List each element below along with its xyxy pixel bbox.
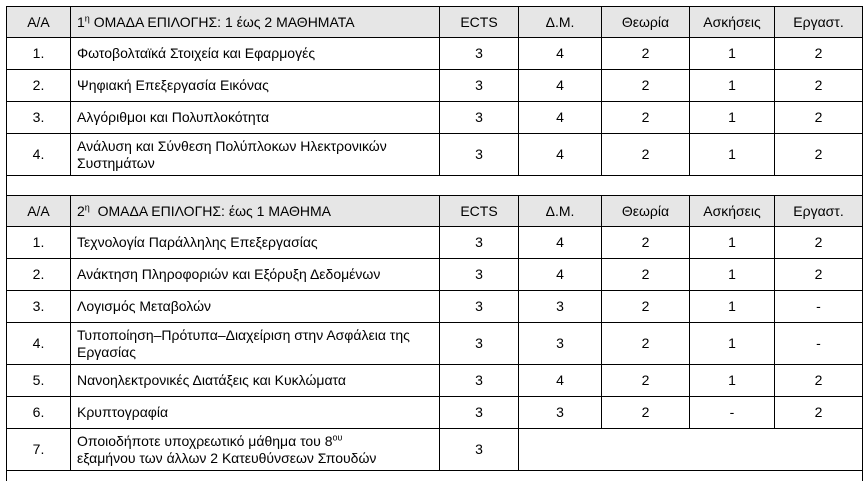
ects-value: 3 [440, 227, 519, 259]
course-name-line2: εξαμήνου των άλλων 2 Κατευθύνσεων Σπουδών [77, 449, 377, 466]
table-row [7, 102, 863, 134]
course-name: Ανάλυση και Σύνθεση Πολύπλοκων Ηλεκτρονικών Συστημάτων [71, 134, 440, 176]
col-header-ergast: Εργαστ. [775, 7, 863, 38]
askiseis-value: 1 [690, 259, 775, 291]
askiseis-value: 1 [690, 134, 775, 176]
ects-value: 3 [440, 102, 519, 134]
col-header-theoria: Θεωρία [602, 7, 690, 38]
table-row [7, 227, 863, 259]
course-name: Τεχνολογία Παράλληλης Επεξεργασίας [71, 227, 440, 259]
ergast-value: 2 [775, 134, 863, 176]
row-number: 4. [7, 134, 71, 176]
group-title-text: ΟΜΑΔΑ ΕΠΙΛΟΓΗΣ: 1 έως 2 ΜΑΘΗΜΑΤΑ [89, 13, 355, 30]
table-row [7, 291, 863, 323]
askiseis-value: 1 [690, 227, 775, 259]
dm-value: 4 [519, 259, 602, 291]
row-number: 3. [7, 291, 71, 323]
group-ordinal: 2 [77, 202, 85, 219]
theoria-value: 2 [602, 227, 690, 259]
dm-value: 4 [519, 227, 602, 259]
dm-value: 3 [519, 291, 602, 323]
col-header-theoria: Θεωρία [602, 196, 690, 227]
group1-header-row [7, 7, 863, 38]
ergast-value: - [775, 291, 863, 323]
dm-value: 3 [519, 397, 602, 429]
cut-off-row-cell [7, 471, 863, 482]
course-name: Αλγόριθμοι και Πολυπλοκότητα [71, 102, 440, 134]
ergast-value: 2 [775, 70, 863, 102]
group-title [71, 196, 440, 227]
dm-value: 4 [519, 38, 602, 70]
theoria-value: 2 [602, 291, 690, 323]
ects-value: 3 [440, 429, 519, 471]
group-title [71, 7, 440, 38]
row-number: 2. [7, 70, 71, 102]
askiseis-value: 1 [690, 102, 775, 134]
row-number: 5. [7, 365, 71, 397]
ordinal-suffix: ου [332, 431, 343, 442]
table-row [7, 259, 863, 291]
askiseis-value: 1 [690, 365, 775, 397]
askiseis-value: - [690, 397, 775, 429]
row-number: 3. [7, 102, 71, 134]
table-row [7, 397, 863, 429]
course-name: Ψηφιακή Επεξεργασία Εικόνας [71, 70, 440, 102]
table-row [7, 38, 863, 70]
row-number: 1. [7, 227, 71, 259]
ergast-value: 2 [775, 365, 863, 397]
course-name-line1: Οποιοδήποτε υποχρεωτικό μάθημα του 8 [77, 432, 333, 449]
course-name: Λογισμός Μεταβολών [71, 291, 440, 323]
ects-value: 3 [440, 323, 519, 365]
table-row [7, 70, 863, 102]
row-number: 4. [7, 323, 71, 365]
theoria-value: 2 [602, 134, 690, 176]
ergast-value: 2 [775, 227, 863, 259]
group-ordinal-suffix: η [84, 12, 90, 23]
cut-off-row [7, 471, 863, 482]
dm-value: 4 [519, 70, 602, 102]
col-header-aa: Α/Α [7, 196, 71, 227]
course-name [71, 429, 440, 471]
theoria-value: 2 [602, 102, 690, 134]
ergast-value: 2 [775, 259, 863, 291]
col-header-ects: ECTS [440, 7, 519, 38]
group-separator-row [7, 176, 863, 196]
theoria-value: 2 [602, 38, 690, 70]
course-name: Τυποποίηση–Πρότυπα–Διαχείριση στην Ασφάλεια της Εργασίας [71, 323, 440, 365]
course-name: Νανοηλεκτρονικές Διατάξεις και Κυκλώματα [71, 365, 440, 397]
group2-header-row [7, 196, 863, 227]
ects-value: 3 [440, 291, 519, 323]
dm-value: 3 [519, 323, 602, 365]
ergast-value: 2 [775, 38, 863, 70]
ergast-value: - [775, 323, 863, 365]
ects-value: 3 [440, 70, 519, 102]
group-ordinal-suffix: η [84, 201, 90, 212]
row-number: 1. [7, 38, 71, 70]
row-number: 7. [7, 429, 71, 471]
theoria-value: 2 [602, 365, 690, 397]
col-header-ergast: Εργαστ. [775, 196, 863, 227]
ects-value: 3 [440, 38, 519, 70]
table-row [7, 323, 863, 365]
table-row [7, 365, 863, 397]
dm-value: 4 [519, 365, 602, 397]
ects-value: 3 [440, 134, 519, 176]
theoria-value: 2 [602, 323, 690, 365]
theoria-value: 2 [602, 259, 690, 291]
askiseis-value: 1 [690, 38, 775, 70]
course-name: Κρυπτογραφία [71, 397, 440, 429]
ects-value: 3 [440, 365, 519, 397]
askiseis-value: 1 [690, 291, 775, 323]
ects-value: 3 [440, 259, 519, 291]
theoria-value: 2 [602, 70, 690, 102]
row-number: 2. [7, 259, 71, 291]
table-row [7, 134, 863, 176]
group-ordinal: 1 [77, 13, 85, 30]
table-row [7, 429, 863, 471]
col-header-aa: Α/Α [7, 7, 71, 38]
theoria-value: 2 [602, 397, 690, 429]
empty-cell [519, 429, 863, 471]
course-name: Φωτοβολταϊκά Στοιχεία και Εφαρμογές [71, 38, 440, 70]
dm-value: 4 [519, 134, 602, 176]
col-header-askiseis: Ασκήσεις [690, 196, 775, 227]
askiseis-value: 1 [690, 323, 775, 365]
ects-value: 3 [440, 397, 519, 429]
elective-courses-table [6, 6, 863, 481]
course-name: Ανάκτηση Πληροφοριών και Εξόρυξη Δεδομένων [71, 259, 440, 291]
col-header-ects: ECTS [440, 196, 519, 227]
dm-value: 4 [519, 102, 602, 134]
ergast-value: 2 [775, 102, 863, 134]
row-number: 6. [7, 397, 71, 429]
ergast-value: 2 [775, 397, 863, 429]
askiseis-value: 1 [690, 70, 775, 102]
col-header-dm: Δ.Μ. [519, 7, 602, 38]
col-header-dm: Δ.Μ. [519, 196, 602, 227]
group-separator-row-cell [7, 176, 863, 196]
group-title-text: ΟΜΑΔΑ ΕΠΙΛΟΓΗΣ: έως 1 ΜΑΘΗΜΑ [89, 202, 332, 219]
col-header-askiseis: Ασκήσεις [690, 7, 775, 38]
